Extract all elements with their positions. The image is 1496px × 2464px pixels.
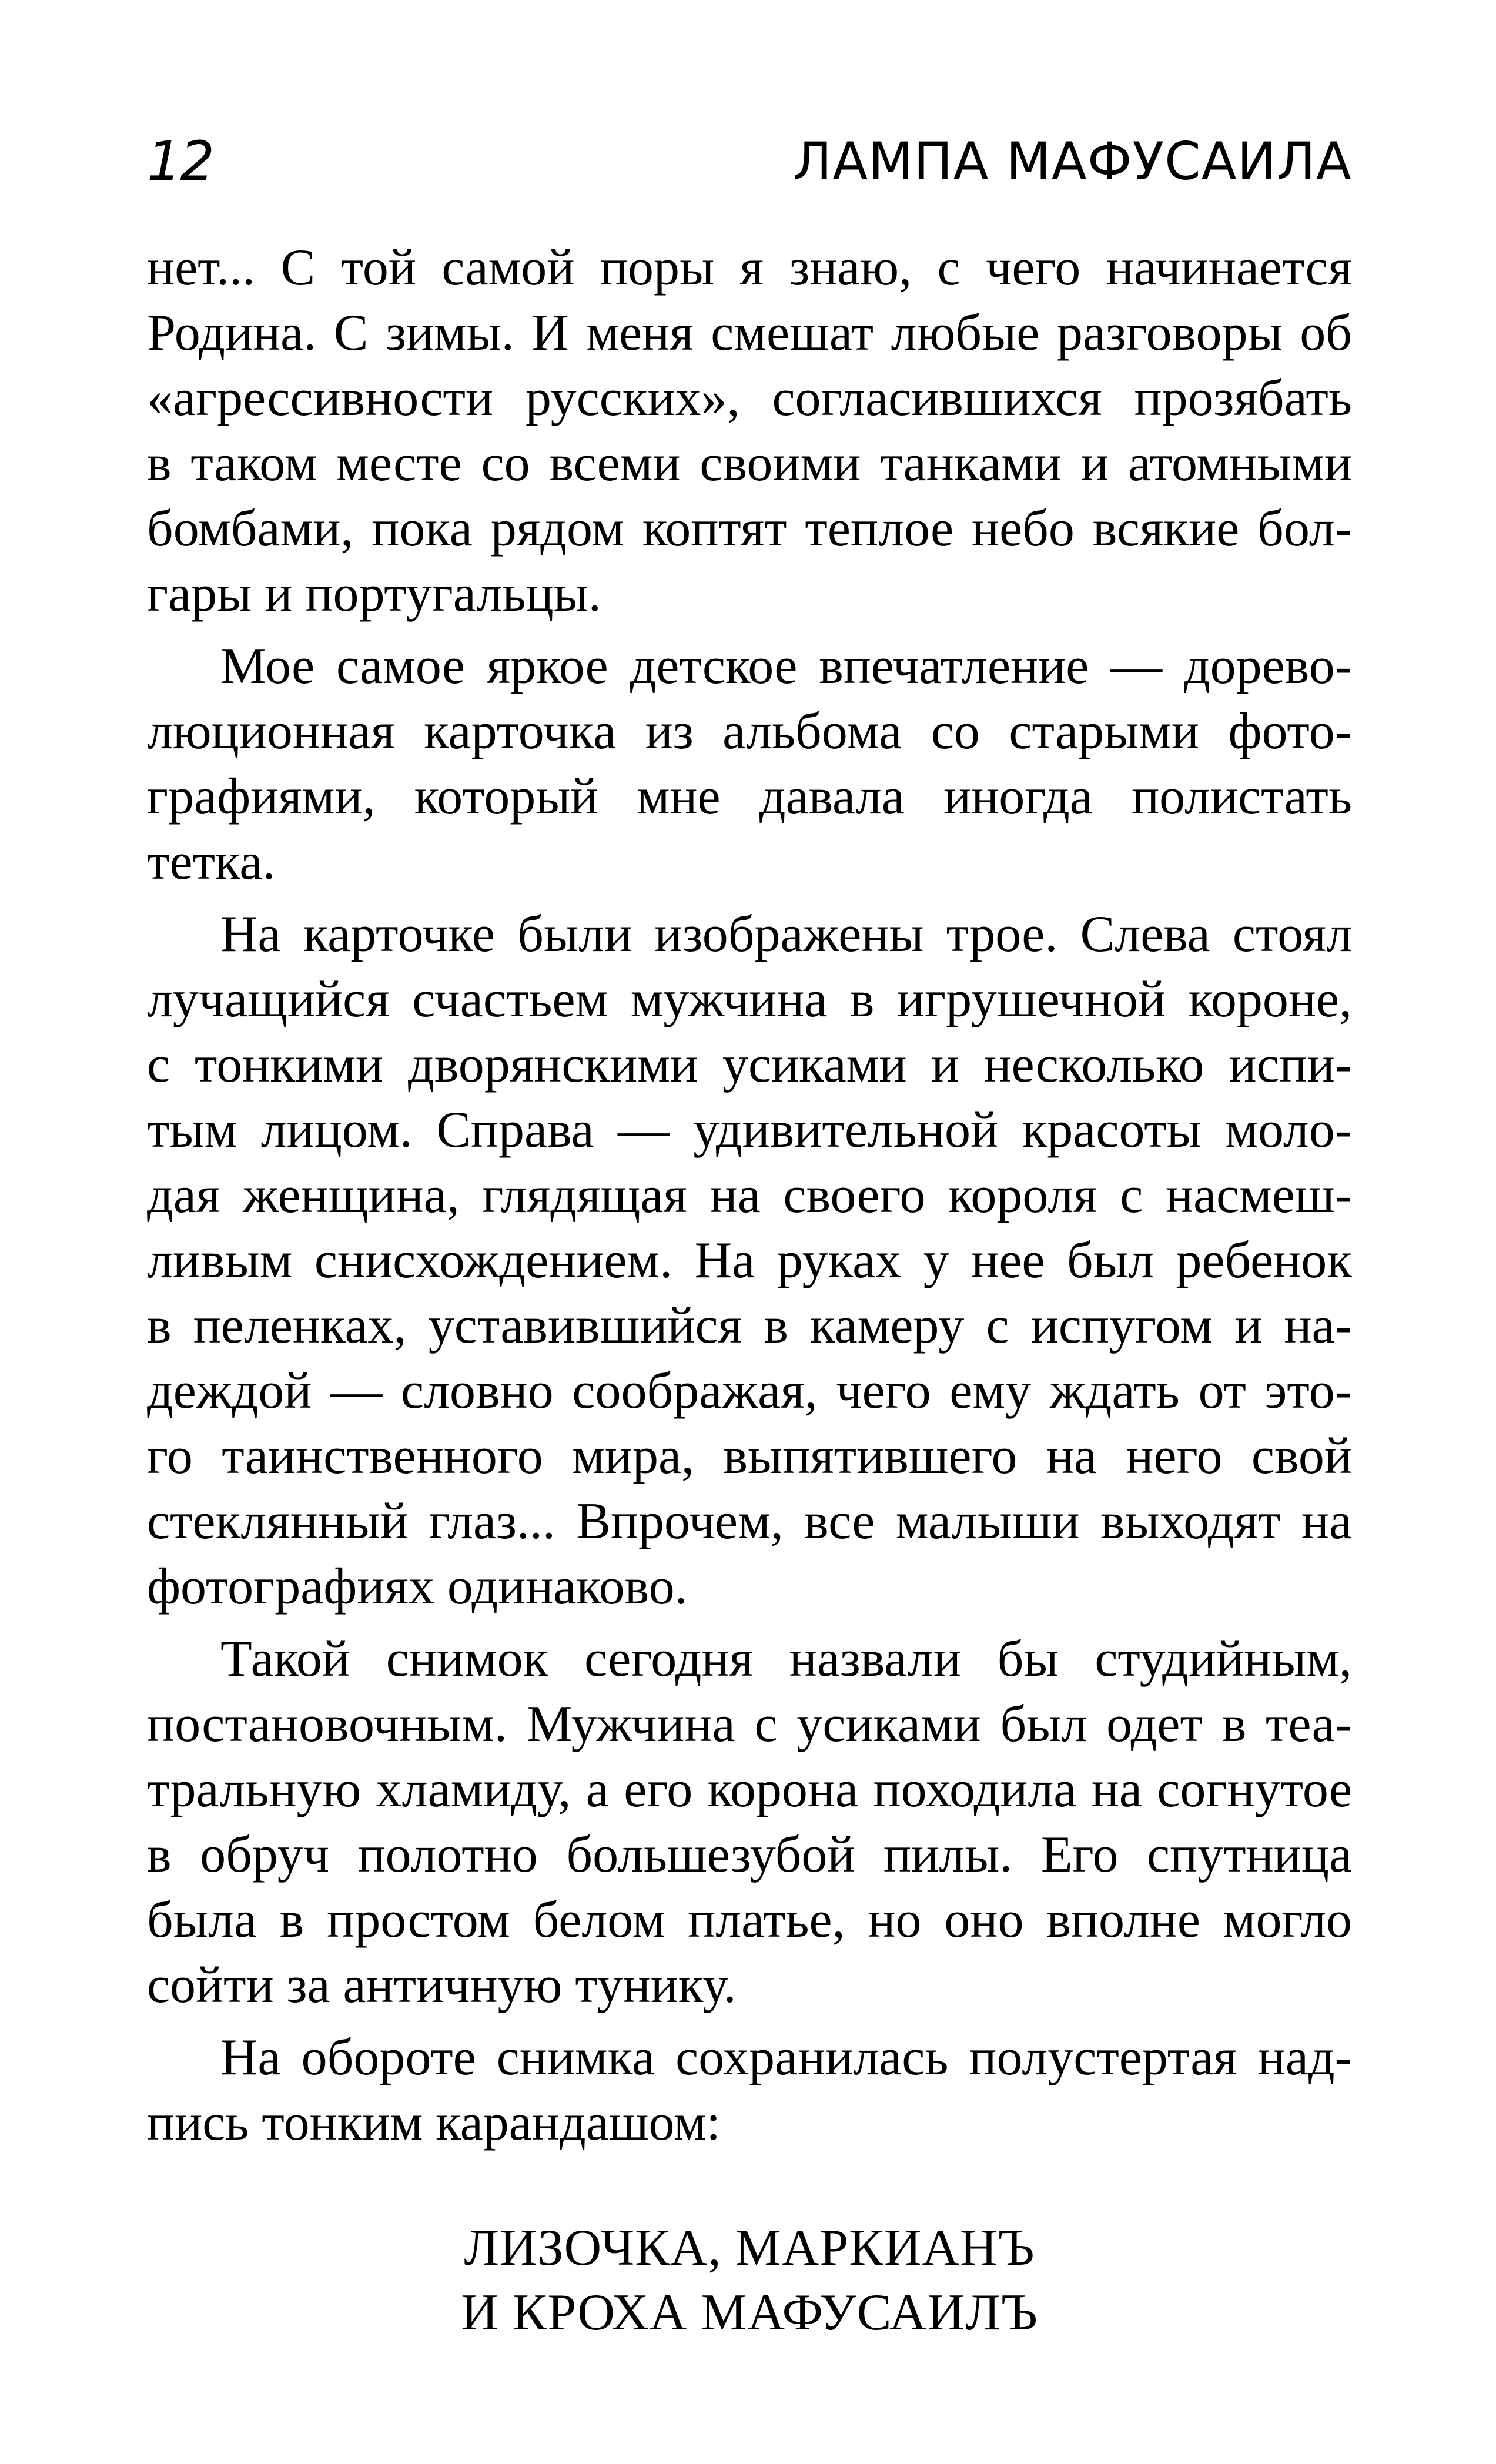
text-line: стеклянный глаз... Впрочем, все малыши выходят на xyxy=(147,1493,1352,1550)
paragraph-3 xyxy=(147,902,1352,1619)
text-line: с тонкими дворянскими усиками и несколько испи- xyxy=(147,1036,1352,1093)
text-line: графиями, который мне давала иногда полистать xyxy=(147,768,1352,825)
text-line: На обороте снимка сохранилась полустертая над- xyxy=(220,2029,1352,2086)
text-line: фотографиях одинаково. xyxy=(147,1558,688,1615)
photo-inscription xyxy=(147,2216,1352,2345)
text-line: пись тонким карандашом: xyxy=(147,2094,721,2151)
text-line: постановочным. Мужчина с усиками был одет в теа- xyxy=(147,1696,1352,1753)
text-line: в таком месте со всеми своими танками и атомными xyxy=(147,435,1352,492)
text-line: тральную хламиду, а его корона походила на согнутое xyxy=(147,1761,1352,1818)
text-line: в обруч полотно большезубой пилы. Его спутница xyxy=(147,1826,1352,1883)
text-line: «агрессивности русских», согласившихся прозябать xyxy=(147,370,1352,427)
paragraph-1 xyxy=(147,235,1352,627)
inscription-line-2: И КРОХА МАФУСАИЛЪ xyxy=(461,2284,1038,2341)
paragraph-2 xyxy=(147,634,1352,895)
text-line: тетка. xyxy=(147,833,276,890)
text-line: в пеленках, уставившийся в камеру с испугом и на- xyxy=(147,1297,1352,1354)
body-text xyxy=(147,235,1352,2155)
text-line: сойти за античную тунику. xyxy=(147,1957,737,2014)
text-line: Родина. С зимы. И меня смешат любые разговоры об xyxy=(147,304,1352,361)
paragraph-5 xyxy=(147,2025,1352,2155)
text-line: Мое самое яркое детское впечатление — дорево- xyxy=(220,638,1352,695)
paragraph-4 xyxy=(147,1626,1352,2018)
text-line: го таинственного мира, выпятившего на него свой xyxy=(147,1428,1352,1485)
text-line: люционная карточка из альбома со старыми фото- xyxy=(147,703,1352,760)
text-line: Такой снимок сегодня назвали бы студийным, xyxy=(220,1631,1352,1688)
text-line: ливым снисхождением. На руках у нее был ребенок xyxy=(147,1232,1352,1289)
text-line: тым лицом. Справа — удивительной красоты моло- xyxy=(147,1102,1352,1159)
text-line: дая женщина, глядящая на своего короля с насмеш- xyxy=(147,1167,1352,1224)
text-line: бомбами, пока рядом коптят теплое небо всякие бол- xyxy=(147,500,1352,557)
text-line: нет... С той самой поры я знаю, с чего начинается xyxy=(147,239,1352,296)
text-line: лучащийся счастьем мужчина в игрушечной короне, xyxy=(147,971,1352,1028)
page-number: 12 xyxy=(147,130,214,193)
text-line: была в простом белом платье, но оно вполне могло xyxy=(147,1891,1352,1949)
running-title: ЛАМПА МАФУСАИЛА xyxy=(793,131,1352,192)
text-line: На карточке были изображены трое. Слева стоял xyxy=(220,906,1352,963)
page-header xyxy=(147,126,1352,197)
text-line: деждой — словно соображая, чего ему ждать от это- xyxy=(147,1362,1352,1420)
inscription-line-1: ЛИЗОЧКА, МАРКИАНЪ xyxy=(464,2219,1035,2276)
text-line: гары и португальцы. xyxy=(147,565,601,622)
